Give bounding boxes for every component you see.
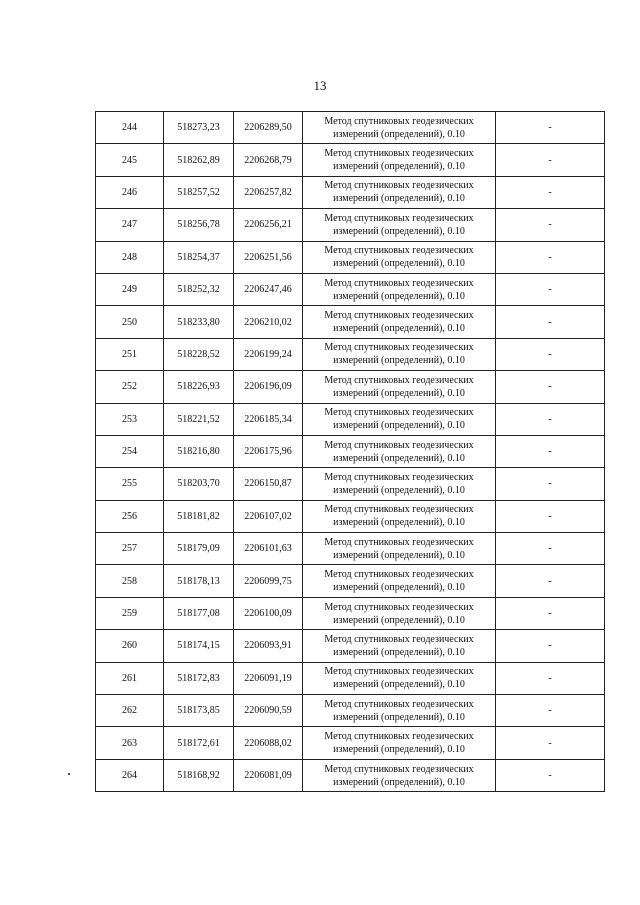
- coordinate-x-cell: 518216,80: [164, 435, 234, 467]
- coordinate-y-cell: 2206289,50: [234, 112, 303, 144]
- method-line-2: измерений (определений), 0.10: [333, 161, 465, 173]
- point-number-cell: 250: [96, 306, 164, 338]
- coordinate-x-cell: 518173,85: [164, 695, 234, 727]
- method-line-2: измерений (определений), 0.10: [333, 484, 465, 496]
- extra-cell: -: [496, 306, 605, 338]
- method-line-1: Метод спутниковых геодезических: [324, 148, 474, 160]
- method-line-1: Метод спутниковых геодезических: [324, 310, 474, 322]
- point-number-cell: 248: [96, 241, 164, 273]
- coordinate-y-cell: 2206100,09: [234, 597, 303, 629]
- table-row: [96, 468, 605, 500]
- coordinate-y-cell: 2206107,02: [234, 500, 303, 532]
- coordinate-y-cell: 2206175,96: [234, 435, 303, 467]
- method-line-1: Метод спутниковых геодезических: [324, 277, 474, 289]
- method-line-2: измерений (определений), 0.10: [333, 614, 465, 626]
- coordinate-y-cell: 2206268,79: [234, 144, 303, 176]
- coordinate-x-cell: 518181,82: [164, 500, 234, 532]
- coordinate-y-cell: 2206090,59: [234, 695, 303, 727]
- point-number-cell: 256: [96, 500, 164, 532]
- method-line-2: измерений (определений), 0.10: [333, 549, 465, 561]
- extra-cell: -: [496, 273, 605, 305]
- method-line-2: измерений (определений), 0.10: [333, 290, 465, 302]
- method-cell: [303, 759, 496, 791]
- table-row: [96, 565, 605, 597]
- point-number-cell: 263: [96, 727, 164, 759]
- method-line-1: Метод спутниковых геодезических: [324, 698, 474, 710]
- coordinate-y-cell: 2206251,56: [234, 241, 303, 273]
- coordinate-x-cell: 518174,15: [164, 630, 234, 662]
- coordinates-table-body: [96, 112, 605, 792]
- extra-cell: -: [496, 209, 605, 241]
- point-number-cell: 246: [96, 176, 164, 208]
- point-number-cell: 258: [96, 565, 164, 597]
- point-number-cell: 261: [96, 662, 164, 694]
- method-line-1: Метод спутниковых геодезических: [324, 633, 474, 645]
- point-number-cell: 264: [96, 759, 164, 791]
- table-row: [96, 176, 605, 208]
- method-cell: [303, 565, 496, 597]
- coordinate-x-cell: 518254,37: [164, 241, 234, 273]
- coordinate-y-cell: 2206199,24: [234, 338, 303, 370]
- extra-cell: -: [496, 662, 605, 694]
- table-row: [96, 533, 605, 565]
- method-cell: [303, 468, 496, 500]
- coordinate-x-cell: 518203,70: [164, 468, 234, 500]
- coordinate-y-cell: 2206093,91: [234, 630, 303, 662]
- coordinate-x-cell: 518178,13: [164, 565, 234, 597]
- point-number-cell: 259: [96, 597, 164, 629]
- method-cell: [303, 144, 496, 176]
- extra-cell: -: [496, 176, 605, 208]
- method-line-2: измерений (определений), 0.10: [333, 387, 465, 399]
- coordinate-x-cell: 518221,52: [164, 403, 234, 435]
- method-line-2: измерений (определений), 0.10: [333, 582, 465, 594]
- method-cell: [303, 273, 496, 305]
- method-cell: [303, 435, 496, 467]
- coordinate-x-cell: 518226,93: [164, 371, 234, 403]
- table-row: [96, 759, 605, 791]
- coordinate-y-cell: 2206101,63: [234, 533, 303, 565]
- coordinate-x-cell: 518179,09: [164, 533, 234, 565]
- method-cell: [303, 630, 496, 662]
- method-line-1: Метод спутниковых геодезических: [324, 601, 474, 613]
- table-row: [96, 727, 605, 759]
- coordinate-y-cell: 2206210,02: [234, 306, 303, 338]
- method-line-1: Метод спутниковых геодезических: [324, 731, 474, 743]
- coordinate-x-cell: 518252,32: [164, 273, 234, 305]
- method-cell: [303, 112, 496, 144]
- table-row: [96, 273, 605, 305]
- point-number-cell: 260: [96, 630, 164, 662]
- coordinate-y-cell: 2206256,21: [234, 209, 303, 241]
- method-line-1: Метод спутниковых геодезических: [324, 536, 474, 548]
- table-row: [96, 144, 605, 176]
- method-line-2: измерений (определений), 0.10: [333, 776, 465, 788]
- extra-cell: -: [496, 630, 605, 662]
- method-cell: [303, 306, 496, 338]
- method-line-2: измерений (определений), 0.10: [333, 323, 465, 335]
- method-line-2: измерений (определений), 0.10: [333, 679, 465, 691]
- method-line-2: измерений (определений), 0.10: [333, 452, 465, 464]
- coordinate-y-cell: 2206081,09: [234, 759, 303, 791]
- point-number-cell: 249: [96, 273, 164, 305]
- table-row: [96, 435, 605, 467]
- method-cell: [303, 533, 496, 565]
- method-line-2: измерений (определений), 0.10: [333, 420, 465, 432]
- coordinates-table: [95, 111, 605, 792]
- method-cell: [303, 500, 496, 532]
- table-row: [96, 695, 605, 727]
- point-number-cell: 253: [96, 403, 164, 435]
- method-cell: [303, 209, 496, 241]
- point-number-cell: 244: [96, 112, 164, 144]
- coordinate-y-cell: 2206150,87: [234, 468, 303, 500]
- method-cell: [303, 371, 496, 403]
- extra-cell: -: [496, 371, 605, 403]
- table-row: [96, 403, 605, 435]
- coordinate-x-cell: 518233,80: [164, 306, 234, 338]
- method-line-2: измерений (определений), 0.10: [333, 744, 465, 756]
- method-line-2: измерений (определений), 0.10: [333, 128, 465, 140]
- extra-cell: -: [496, 435, 605, 467]
- point-number-cell: 247: [96, 209, 164, 241]
- extra-cell: -: [496, 112, 605, 144]
- coordinate-x-cell: 518257,52: [164, 176, 234, 208]
- method-line-2: измерений (определений), 0.10: [333, 517, 465, 529]
- page-number: 13: [313, 78, 327, 93]
- coordinate-y-cell: 2206091,19: [234, 662, 303, 694]
- coordinate-y-cell: 2206088,02: [234, 727, 303, 759]
- method-line-2: измерений (определений), 0.10: [333, 225, 465, 237]
- method-line-2: измерений (определений), 0.10: [333, 355, 465, 367]
- method-line-2: измерений (определений), 0.10: [333, 711, 465, 723]
- method-cell: [303, 176, 496, 208]
- method-cell: [303, 241, 496, 273]
- extra-cell: -: [496, 727, 605, 759]
- method-line-2: измерений (определений), 0.10: [333, 258, 465, 270]
- method-line-1: Метод спутниковых геодезических: [324, 245, 474, 257]
- coordinate-x-cell: 518177,08: [164, 597, 234, 629]
- method-line-1: Метод спутниковых геодезических: [324, 504, 474, 516]
- coordinate-x-cell: 518256,78: [164, 209, 234, 241]
- method-cell: [303, 662, 496, 694]
- extra-cell: -: [496, 144, 605, 176]
- method-line-1: Метод спутниковых геодезических: [324, 439, 474, 451]
- method-cell: [303, 597, 496, 629]
- point-number-cell: 262: [96, 695, 164, 727]
- point-number-cell: 257: [96, 533, 164, 565]
- method-line-1: Метод спутниковых геодезических: [324, 212, 474, 224]
- coordinate-y-cell: 2206257,82: [234, 176, 303, 208]
- method-line-1: Метод спутниковых геодезических: [324, 569, 474, 581]
- method-line-1: Метод спутниковых геодезических: [324, 374, 474, 386]
- extra-cell: -: [496, 403, 605, 435]
- extra-cell: -: [496, 533, 605, 565]
- method-line-2: измерений (определений), 0.10: [333, 646, 465, 658]
- table-row: [96, 241, 605, 273]
- coordinate-x-cell: 518273,23: [164, 112, 234, 144]
- method-line-1: Метод спутниковых геодезических: [324, 666, 474, 678]
- coordinate-x-cell: 518168,92: [164, 759, 234, 791]
- method-cell: [303, 338, 496, 370]
- method-cell: [303, 695, 496, 727]
- extra-cell: -: [496, 468, 605, 500]
- table-row: [96, 209, 605, 241]
- extra-cell: -: [496, 500, 605, 532]
- scan-speck: [68, 773, 70, 775]
- method-line-1: Метод спутниковых геодезических: [324, 407, 474, 419]
- method-line-1: Метод спутниковых геодезических: [324, 115, 474, 127]
- method-line-1: Метод спутниковых геодезических: [324, 180, 474, 192]
- method-line-2: измерений (определений), 0.10: [333, 193, 465, 205]
- coordinate-y-cell: 2206247,46: [234, 273, 303, 305]
- extra-cell: -: [496, 695, 605, 727]
- coordinate-y-cell: 2206196,09: [234, 371, 303, 403]
- table-row: [96, 597, 605, 629]
- point-number-cell: 245: [96, 144, 164, 176]
- method-line-1: Метод спутниковых геодезических: [324, 471, 474, 483]
- extra-cell: -: [496, 759, 605, 791]
- table-row: [96, 338, 605, 370]
- coordinate-y-cell: 2206185,34: [234, 403, 303, 435]
- coordinate-x-cell: 518262,89: [164, 144, 234, 176]
- point-number-cell: 251: [96, 338, 164, 370]
- coordinate-x-cell: 518172,83: [164, 662, 234, 694]
- coordinate-y-cell: 2206099,75: [234, 565, 303, 597]
- method-cell: [303, 727, 496, 759]
- table-row: [96, 371, 605, 403]
- table-row: [96, 500, 605, 532]
- table-row: [96, 662, 605, 694]
- method-line-1: Метод спутниковых геодезических: [324, 763, 474, 775]
- extra-cell: -: [496, 565, 605, 597]
- point-number-cell: 252: [96, 371, 164, 403]
- point-number-cell: 254: [96, 435, 164, 467]
- method-cell: [303, 403, 496, 435]
- coordinate-x-cell: 518172,61: [164, 727, 234, 759]
- table-row: [96, 306, 605, 338]
- coordinate-x-cell: 518228,52: [164, 338, 234, 370]
- extra-cell: -: [496, 597, 605, 629]
- extra-cell: -: [496, 338, 605, 370]
- table-row: [96, 112, 605, 144]
- method-line-1: Метод спутниковых геодезических: [324, 342, 474, 354]
- point-number-cell: 255: [96, 468, 164, 500]
- extra-cell: -: [496, 241, 605, 273]
- table-row: [96, 630, 605, 662]
